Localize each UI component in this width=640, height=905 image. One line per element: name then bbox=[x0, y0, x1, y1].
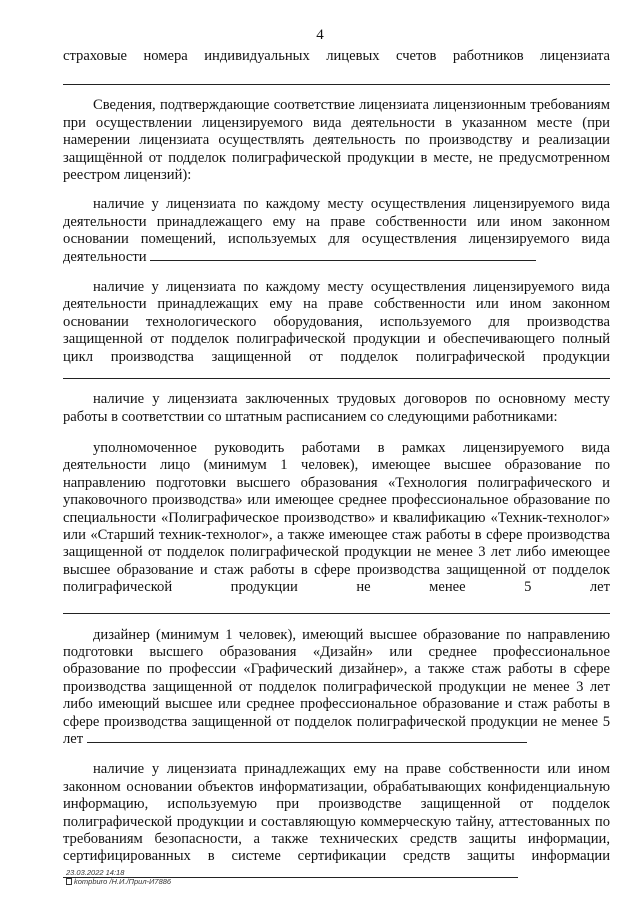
paragraph-designer-text: дизайнер (минимум 1 человек), имеющий высшее образование по направлению подготовки высшего образования «Дизайн» или среднее профессиональное образование по профессии «Графический дизайнер», а также стаж работы в сфере производства защищенной от подделок полиграфической продукции не менее 3 лет либо имеющий высшее или среднее профессиональное образование и стаж работы в сфере производства защищенной от подделок полиграфической продукции не менее 5 лет bbox=[63, 626, 610, 747]
paragraph-insurance-numbers: страховые номера индивидуальных лицевых счетов работников лицензиата bbox=[63, 48, 610, 64]
document-icon bbox=[66, 878, 72, 885]
footer-timestamp: 23.03.2022 14:18 bbox=[66, 868, 125, 877]
document-footer bbox=[66, 868, 171, 886]
blank-fill-line bbox=[63, 84, 610, 85]
paragraph-premises-text: наличие у лицензиата по каждому месту осуществления лицензируемого вида деятельности принадлежащего ему на праве собственности или ином законном основании помещений, используемых для осуществления лицензируемого вида деятельности bbox=[63, 196, 610, 265]
document-body bbox=[63, 48, 610, 883]
paragraph-compliance-info: Сведения, подтверждающие соответствие лицензиата лицензионным требованиям при осуществлении лицензируемого вида деятельности в указанном месте (при намерении лицензиата осуществлять деятельность по производству и реализации защищённой от подделок полиграфической продукции в месте, не предусмотренном реестром лицензий): bbox=[63, 97, 610, 184]
paragraph-information-objects-text: наличие у лицензиата принадлежащих ему на праве собственности или ином законном основании объектов информатизации, обрабатывающих конфиденциальную информацию, используемую при производстве защищенной от подделок полиграфической продукции и составляющую коммерческую тайну, аттестованных по требованиям безопасности, а также технических средств защиты информации, сертифицированных в системе сертификации средств защиты информации bbox=[63, 761, 610, 865]
footer-doc-ref: kompburo /Н.И./Прил-И7886 bbox=[74, 877, 172, 886]
blank-fill-line bbox=[63, 613, 610, 614]
paragraph-premises bbox=[63, 196, 610, 266]
footer-doc-ref-row bbox=[66, 877, 171, 886]
blank-fill-line bbox=[150, 249, 536, 261]
blank-fill-line bbox=[87, 731, 527, 743]
paragraph-information-objects bbox=[63, 761, 610, 883]
paragraph-authorized-manager: уполномоченное руководить работами в рамках лицензируемого вида деятельности лицо (минимум 1 человек), имеющее высшее образование по направлению подготовки высшего образования «Технология полиграфического и упаковочного производства» или имеющее среднее профессиональное образование по специальности «Полиграфическое производство» и квалификацию «Техник-технолог» или «Старший техник-технолог», а также имеющее стаж работы в сфере производства защищенной от подделок полиграфической продукции не менее 3 лет либо имеющее высшее образование и стаж работы в сфере производства защищенной от подделок полиграфической продукции не менее 5 лет bbox=[63, 439, 610, 596]
paragraph-employment-contracts: наличие у лицензиата заключенных трудовых договоров по основному месту работы в соответствии со штатным расписанием со следующими работниками: bbox=[63, 391, 610, 425]
paragraph-equipment: наличие у лицензиата по каждому месту осуществления лицензируемого вида деятельности принадлежащих ему на праве собственности или ином законном основании технологического оборудования, используемого для производства защищенной от подделок полиграфической продукции и обеспечивающего полный цикл производства защищенной от подделок полиграфической продукции bbox=[63, 279, 610, 365]
paragraph-designer bbox=[63, 627, 610, 749]
page-number: 4 bbox=[316, 27, 324, 43]
blank-fill-line bbox=[63, 378, 610, 379]
